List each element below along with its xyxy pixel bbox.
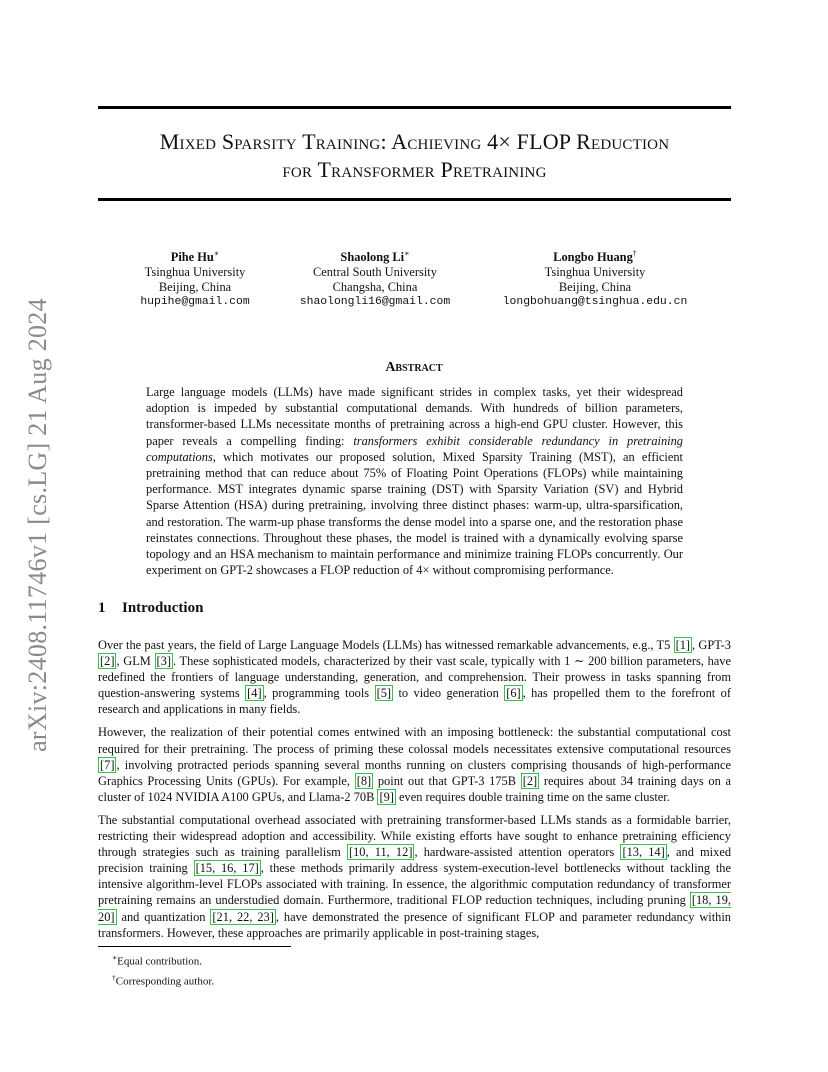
author-name: Shaolong Li∗	[340, 249, 410, 265]
citation-link[interactable]: [4]	[247, 686, 262, 701]
citation-link[interactable]: [10, 11, 12]	[348, 845, 413, 860]
author-location: Changsha, China	[332, 280, 418, 295]
section-heading-introduction	[98, 600, 203, 617]
footnote-1: ∗Equal contribution.	[112, 953, 203, 968]
title-rule-top	[98, 106, 731, 109]
section-title: Introduction	[122, 600, 204, 616]
citation-link[interactable]: [13, 14]	[622, 845, 665, 860]
citation-link[interactable]: [1]	[675, 638, 691, 652]
citation-link[interactable]: [3]	[156, 654, 171, 669]
author-1	[130, 246, 260, 310]
author-email[interactable]: hupihe@gmail.com	[140, 296, 250, 309]
arxiv-identifier-text: arXiv:2408.11746v1 [cs.LG] 21 Aug 2024	[23, 298, 52, 752]
author-location: Beijing, China	[158, 280, 232, 295]
citation-link[interactable]: [5]	[376, 686, 392, 701]
title-line-1: Mixed Sparsity Training: Achieving 4× FLOP Reduction	[159, 129, 670, 154]
footnote-2: †Corresponding author.	[112, 972, 215, 988]
paragraph-2: However, the realization of their potential comes entwined with an imposing bottleneck: the substantial computational cost required for their pretraining. The process of priming these colossal models necessitates extensive computational resources [7] , involving protracted periods spanning several months running on clusters comprising thousands of high-performance Graphics Processing Units (GPUs). For example, [8] point out that GPT-3 175B [2] requires about 34 training days on a cluster of 1024 NVIDIA A100 GPUs, and Llama-2 70B [9] even requires double training time on the same cluster.	[98, 725, 731, 804]
citation-link[interactable]: [8]	[356, 773, 372, 788]
title-line-2: for Transformer Pretraining	[282, 157, 547, 182]
citation-link[interactable]: [18, 19, 20]	[98, 893, 731, 924]
citation-link[interactable]: [6]	[506, 686, 521, 701]
author-2	[290, 246, 460, 310]
section-number: 1	[98, 600, 106, 616]
citation-link[interactable]: [9]	[379, 789, 394, 804]
author-email[interactable]: shaolongli16@gmail.com	[299, 296, 451, 309]
footnote-rule	[98, 946, 291, 947]
author-affiliation: Tsinghua University	[144, 265, 246, 280]
abstract-text: Large language models (LLMs) have made significant strides in complex tasks, yet their widespread adoption is impeded by substantial computational demands. With hundreds of billion parameters, transformer-based LLMs necessitate months of pretraining across a high-end GPU cluster. However, this paper reveals a compelling finding: transformers exhibit considerable redundancy in pretraining computations, which motivates our proposed solution, Mixed Sparsity Training (MST), an efficient pretraining method that can reduce about 75% of Floating Point Operations (FLOPs) while maintaining performance. MST integrates dynamic sparse training (DST) with Sparsity Variation (SV) and Hybrid Sparse Attention (HSA) during pretraining, involving three distinct phases: warm-up, ultra-sparsification, and restoration. The warm-up phase transforms the dense model into a sparse one, and the restoration phase reinstates connections. Throughout these phases, the model is trained with a dynamically evolving sparse topology and an HSA mechanism to maintain performance and minimize training FLOPs concurrently. Our experiment on GPT-2 showcases a FLOP reduction of 4× without compromising performance.	[146, 385, 683, 578]
paper-title	[98, 128, 731, 184]
citation-link[interactable]: [15, 16, 17]	[195, 861, 259, 876]
author-email[interactable]: longbohuang@tsinghua.edu.cn	[502, 296, 688, 309]
author-3	[490, 246, 700, 310]
author-location: Beijing, China	[558, 280, 632, 295]
paragraph-3: The substantial computational overhead associated with pretraining transformer-based LLMs stands as a formidable barrier, restricting their widespread adoption and accessibility. While existing efforts have sought to enhance pretraining efficiency through strategies such as training parallelism [10, 11, 12] , hardware-assisted attention operators [13, 14] , and mixed precision training [15, 16, 17] , these methods primarily address system-execution-level bottlenecks without tackling the intensive algorithm-level FLOPs associated with training. In essence, the algorithmic computation redundancy of transformer pretraining remains an understudied domain. Furthermore, traditional FLOP reduction techniques, including pruning [18, 19, 20] and quantization [21, 22, 23] , have demonstrated the presence of significant FLOP and parameter redundancy within transformers. However, these approaches are primarily applicable in post-training stages,	[98, 812, 732, 940]
footnotes	[112, 950, 214, 989]
introduction-body	[98, 637, 731, 948]
abstract-heading: Abstract	[385, 360, 443, 375]
title-rule-bottom	[98, 198, 731, 201]
citation-link[interactable]: [2]	[100, 654, 115, 669]
citation-link[interactable]: [7]	[100, 757, 115, 772]
paragraph-1: Over the past years, the field of Large Language Models (LLMs) has witnessed remarkable advancements, e.g., T5 [1] , GPT-3 [2] , GLM [3] . These sophisticated models, characterized by their vast scale, typically with 1 ∼ 200 billion parameters, have redefined the frontiers of language understanding, generation, and comprehension. Their prowess in tasks spanning from question-answering systems [4] , programming tools [5] to video generation [6] , has propelled them to the forefront of research and applications in many fields.	[98, 638, 731, 717]
citation-link[interactable]: [2]	[522, 773, 538, 788]
author-affiliation: Central South University	[313, 265, 437, 280]
citation-link[interactable]: [21, 22, 23]	[212, 909, 274, 924]
author-name: Longbo Huang†	[553, 249, 637, 265]
author-name: Pihe Hu∗	[170, 249, 220, 265]
author-affiliation: Tsinghua University	[544, 265, 646, 280]
